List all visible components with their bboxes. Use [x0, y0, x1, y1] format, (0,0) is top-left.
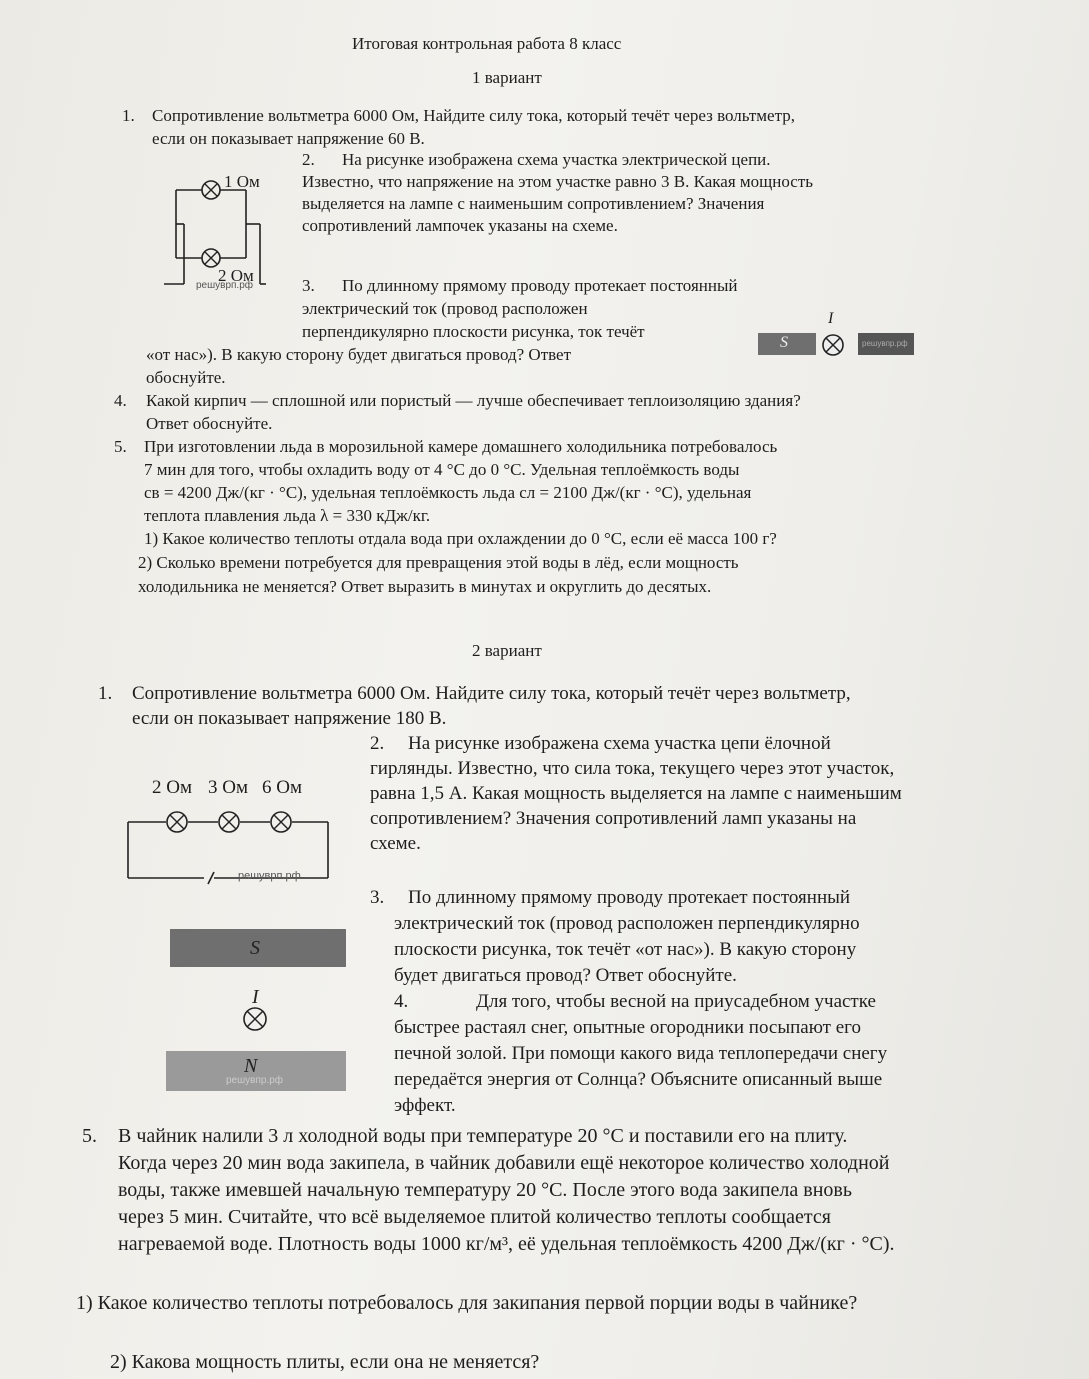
lamp-icon: [167, 812, 187, 832]
v2-q3-number: 3.: [370, 887, 385, 908]
wire-into-page-icon: [240, 1004, 270, 1034]
v1-q4-line-1: Какой кирпич — сплошной или пористый — лучше обеспечивает теплоизоляцию здания?: [146, 391, 801, 410]
wire-into-page-icon: [820, 332, 846, 358]
v1-q4-line-2: Ответ обоснуйте.: [146, 414, 273, 433]
v2-q5-line-5: нагреваемой воде. Плотность воды 1000 кг/м³, её удельная теплоёмкость 4200 Дж/(кг · °С).: [118, 1233, 895, 1255]
v2-q1-line-2: если он показывает напряжение 180 В.: [132, 708, 447, 729]
v2-q4-line-2: быстрее растаял снег, опытные огородники посыпают его: [394, 1017, 861, 1038]
v2-lamp-label-3: 6 Ом: [262, 777, 302, 798]
v2-q3-line-4: будет двигаться провод? Ответ обоснуйте.: [394, 965, 737, 986]
v1-magnet-s: [758, 333, 816, 355]
lamp-icon: [202, 181, 220, 199]
page-title: Итоговая контрольная работа 8 класс: [352, 34, 622, 53]
v1-magnet-n: [858, 333, 914, 355]
v2-q2-line-4: сопротивлением? Значения сопротивлений ламп указаны на: [370, 808, 857, 829]
v1-q2-number: 2.: [302, 150, 315, 169]
v1-q5-line-3: cв = 4200 Дж/(кг · °С), удельная теплоёмкость льда cл = 2100 Дж/(кг · °С), удельная: [144, 483, 752, 502]
v1-q1-line-2: если он показывает напряжение 60 В.: [152, 129, 425, 148]
lamp-icon: [271, 812, 291, 832]
v2-q4-line-1: Для того, чтобы весной на приусадебном участке: [476, 991, 876, 1012]
v1-q5-line-4: теплота плавления льда λ = 330 кДж/кг.: [144, 506, 431, 525]
v1-q5-line-6: 2) Сколько времени потребуется для превращения этой воды в лёд, если мощность: [138, 553, 739, 572]
v1-q1-line-1: Сопротивление вольтметра 6000 Ом, Найдите силу тока, который течёт через вольтметр,: [152, 106, 795, 125]
v2-current-label: I: [252, 986, 259, 1008]
v1-q5-line-7: холодильника не меняется? Ответ выразить в минутах и округлить до десятых.: [138, 577, 712, 596]
v1-q5-line-5: 1) Какое количество теплоты отдала вода при охлаждении до 0 °С, если её масса 100 г?: [144, 529, 777, 548]
v2-q5-line-1: В чайник налили 3 л холодной воды при температуре 20 °С и поставили его на плиту.: [118, 1125, 848, 1147]
v1-magnet-s-label: S: [780, 334, 788, 351]
v2-q2-line-3: равна 1,5 А. Какая мощность выделяется на лампе с наименьшим: [370, 783, 902, 804]
v2-q1-line-1: Сопротивление вольтметра 6000 Ом. Найдите силу тока, который течёт через вольтметр,: [132, 683, 851, 704]
v2-q3-line-2: электрический ток (провод расположен перпендикулярно: [394, 913, 860, 934]
v2-q1-number: 1.: [98, 683, 113, 704]
v2-q5-line-4: через 5 мин. Считайте, что всё выделяемое плитой количество теплоты сообщается: [118, 1206, 831, 1228]
v2-magnet-n-label: N: [244, 1055, 258, 1077]
v1-q5-line-2: 7 мин для того, чтобы охладить воду от 4 °С до 0 °С. Удельная теплоёмкость воды: [144, 460, 740, 479]
v2-q2-watermark: решуврп.рф: [238, 870, 301, 882]
v2-q2-line-2: гирлянды. Известно, что сила тока, текущего через этот участок,: [370, 758, 895, 779]
v1-q2-line-3: выделяется на лампе с наименьшим сопротивлением? Значения: [302, 194, 765, 213]
v1-q3-number: 3.: [302, 276, 315, 295]
v1-q5-line-1: При изготовлении льда в морозильной камере домашнего холодильника потребовалось: [144, 437, 778, 456]
v2-magnet-n: [166, 1051, 346, 1091]
v2-series-circuit-diagram: [122, 802, 334, 888]
v2-q5-line-3: воды, также имевшей начальную температуру 20 °С. После этого вода закипела вновь: [118, 1179, 852, 1201]
v1-lamp-bottom-label: 2 Ом: [218, 266, 254, 285]
v2-q3-watermark: решувпр.рф: [226, 1075, 284, 1086]
v2-q4-line-3: печной золой. При помощи какого вида теплопередачи снегу: [394, 1043, 888, 1064]
v1-q3-watermark: решувпр.рф: [862, 339, 908, 348]
v1-q3-line-1: По длинному прямому проводу протекает постоянный: [342, 276, 738, 295]
v2-q4-line-4: передаётся энергия от Солнца? Объясните описанный выше: [394, 1069, 883, 1090]
v2-lamp-label-1: 2 Ом: [152, 777, 192, 798]
v1-q3-line-5: обоснуйте.: [146, 368, 226, 387]
v1-q2-line-2: Известно, что напряжение на этом участке равно 3 В. Какая мощность: [302, 172, 814, 191]
v2-magnet-s: [170, 929, 346, 967]
v1-q2-watermark: решуврп.рф: [196, 280, 254, 291]
lamp-icon: [219, 812, 239, 832]
v2-magnet-s-label: S: [250, 937, 260, 959]
variant-1-heading: 1 вариант: [472, 68, 542, 87]
v2-q3-line-1: По длинному прямому проводу протекает постоянный: [408, 887, 851, 908]
v1-lamp-top-label: 1 Ом: [224, 172, 260, 191]
v2-q2-number: 2.: [370, 733, 385, 754]
v1-q5-number: 5.: [114, 437, 127, 456]
variant-2-heading: 2 вариант: [472, 641, 542, 660]
v1-q1-number: 1.: [122, 106, 135, 125]
v1-q2-line-4: сопротивлений лампочек указаны на схеме.: [302, 216, 618, 235]
v1-q3-line-3: перпендикулярно плоскости рисунка, ток течёт: [302, 322, 645, 341]
v1-q3-line-2: электрический ток (провод расположен: [302, 299, 588, 318]
v2-lamp-label-2: 3 Ом: [208, 777, 248, 798]
v1-q4-number: 4.: [114, 391, 127, 410]
v1-q3-line-4: «от нас»). В какую сторону будет двигаться провод? Ответ: [146, 345, 572, 364]
v2-q5-subquestion-1: 1) Какое количество теплоты потребовалось для закипания первой порции воды в чайнике?: [76, 1292, 858, 1314]
v2-q5-subquestion-2: 2) Какова мощность плиты, если она не меняется?: [110, 1351, 540, 1373]
v2-q4-line-5: эффект.: [394, 1095, 456, 1116]
v2-q2-line-1: На рисунке изображена схема участка цепи ёлочной: [408, 733, 831, 754]
v2-q2-line-5: схеме.: [370, 833, 421, 854]
v1-q2-line-1: На рисунке изображена схема участка электрической цепи.: [342, 150, 771, 169]
v2-q4-number: 4.: [394, 991, 409, 1012]
v2-q5-line-2: Когда через 20 мин вода закипела, в чайник добавили ещё некоторое количество холодной: [118, 1152, 890, 1174]
v1-current-label: I: [828, 310, 834, 327]
v2-q5-number: 5.: [82, 1125, 97, 1147]
v2-q3-line-3: плоскости рисунка, ток течёт «от нас»). В какую сторону: [394, 939, 857, 960]
